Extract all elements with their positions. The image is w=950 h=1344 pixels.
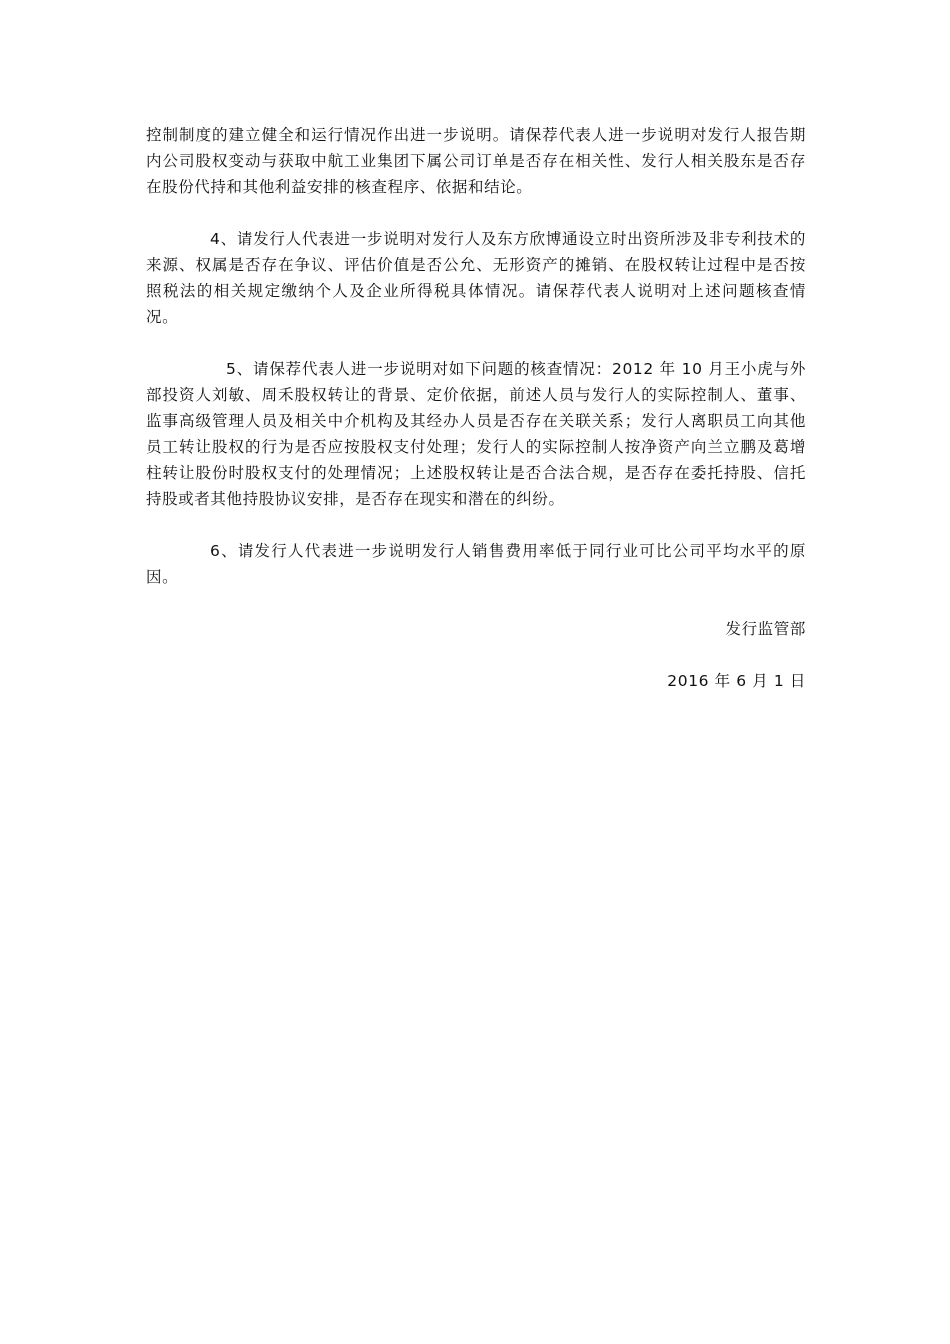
paragraph-continuation: 控制制度的建立健全和运行情况作出进一步说明。请保荐代表人进一步说明对发行人报告期内公司股权变动与获取中航工业集团下属公司订单是否存在相关性、发行人相关股东是否存在股份代持和其他利益安排的核查程序、依据和结论。 [146, 126, 806, 196]
paragraph-item-5: 5、请保荐代表人进一步说明对如下问题的核查情况：2012 年 10 月王小虎与外部投资人刘敏、周禾股权转让的背景、定价依据，前述人员与发行人的实际控制人、董事、监事高级管理人员及相关中介机构及其经办人员是否存在关联关系；发行人离职员工向其他员工转让股权的行为是否应按股权支付处理；发行人的实际控制人按净资产向兰立鹏及葛增柱转让股份时股权支付的处理情况；上述股权转让是否合法合规，是否存在委托持股、信托持股或者其他持股协议安排，是否存在现实和潜在的纠纷。 [146, 360, 806, 508]
paragraph-item-4: 4、请发行人代表进一步说明对发行人及东方欣博通设立时出资所涉及非专利技术的来源、权属是否存在争议、评估价值是否公允、无形资产的摊销、在股权转让过程中是否按照税法的相关规定缴纳个人及企业所得税具体情况。请保荐代表人说明对上述问题核查情况。 [146, 230, 806, 326]
document-body [146, 122, 806, 720]
issuer-signature: 发行监管部 [725, 620, 806, 638]
document-date: 2016 年 6 月 1 日 [667, 672, 806, 690]
paragraph-item-6: 6、请发行人代表进一步说明发行人销售费用率低于同行业可比公司平均水平的原因。 [146, 542, 806, 586]
